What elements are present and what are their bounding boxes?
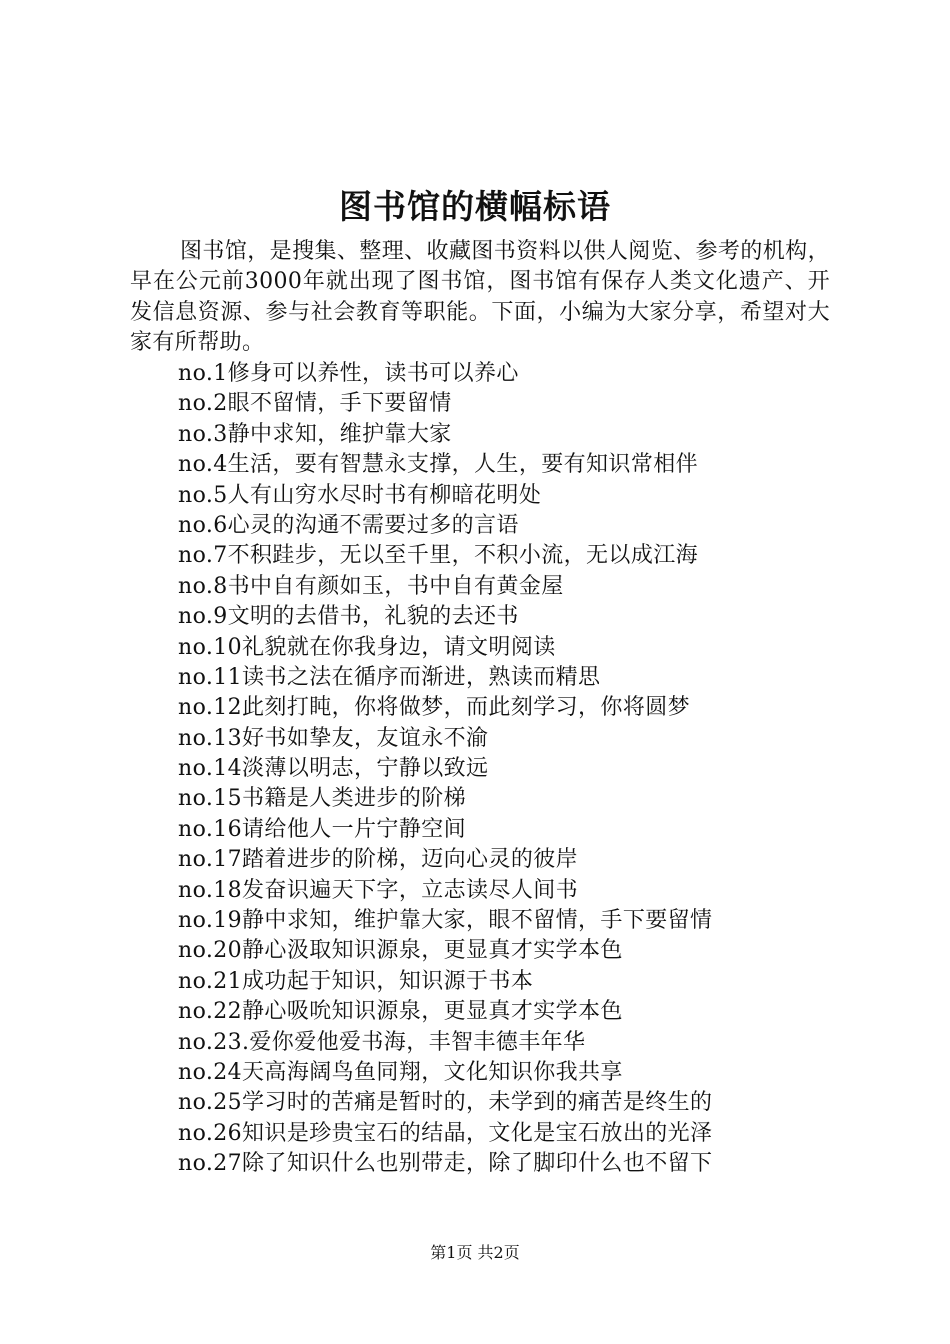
slogan-item: no.4生活，要有智慧永支撑，人生，要有知识常相伴	[178, 452, 699, 478]
slogan-item: no.24天高海阔鸟鱼同翔，文化知识你我共享	[178, 1059, 623, 1085]
slogan-item: no.9文明的去借书，礼貌的去还书	[178, 604, 519, 630]
intro-paragraph: 图书馆，是搜集、整理、收藏图书资料以供人阅览、参考的机构，早在公元前3000年就出现了图书馆，图书馆有保存人类文化遗产、开发信息资源、参与社会教育等职能。下面，小编为大家分享，希望对大家有所帮助。	[130, 239, 830, 356]
slogan-item: no.8书中自有颜如玉，书中自有黄金屋	[178, 573, 564, 599]
slogan-item: no.13好书如挚友，友谊永不渝	[178, 725, 489, 751]
slogan-item: no.2眼不留情，手下要留情	[178, 391, 452, 417]
slogan-item: no.19静中求知，维护靠大家，眼不留情，手下要留情	[178, 908, 713, 934]
slogan-item: no.6心灵的沟通不需要过多的言语	[178, 512, 519, 538]
slogan-item: no.15书籍是人类进步的阶梯	[178, 786, 467, 812]
page-footer: 第1页 共2页	[430, 1243, 520, 1262]
slogan-list	[178, 359, 712, 1180]
slogan-item: no.14淡薄以明志，宁静以致远	[178, 756, 489, 782]
slogan-item: no.26知识是珍贵宝石的结晶，文化是宝石放出的光泽	[178, 1120, 713, 1146]
slogan-item: no.18发奋识遍天下字，立志读尽人间书	[178, 877, 579, 903]
slogan-item: no.16请给他人一片宁静空间	[178, 816, 467, 842]
slogan-item: no.11读书之法在循序而渐进，熟读而精思	[178, 664, 601, 690]
document-title: 图书馆的横幅标语	[339, 187, 611, 226]
slogan-item: no.20静心汲取知识源泉，更显真才实学本色	[178, 938, 623, 964]
slogan-item: no.23.爱你爱他爱书海，丰智丰德丰年华	[178, 1029, 586, 1055]
slogan-item: no.3静中求知，维护靠大家	[178, 421, 452, 447]
slogan-item: no.22静心吸吮知识源泉，更显真才实学本色	[178, 999, 623, 1025]
slogan-item: no.25学习时的苦痛是暂时的，未学到的痛苦是终生的	[178, 1090, 713, 1116]
slogan-item: no.5人有山穷水尽时书有柳暗花明处	[178, 482, 542, 508]
slogan-item: no.1修身可以养性，读书可以养心	[178, 361, 519, 386]
slogan-item: no.7不积跬步，无以至千里，不积小流，无以成江海	[178, 543, 699, 569]
slogan-item: no.21成功起于知识，知识源于书本	[178, 968, 534, 994]
slogan-item: no.27除了知识什么也别带走，除了脚印什么也不留下	[178, 1151, 713, 1177]
slogan-item: no.10礼貌就在你我身边，请文明阅读	[178, 634, 556, 660]
slogan-item: no.12此刻打盹，你将做梦，而此刻学习，你将圆梦	[178, 695, 691, 721]
slogan-item: no.17踏着进步的阶梯，迈向心灵的彼岸	[178, 847, 579, 873]
